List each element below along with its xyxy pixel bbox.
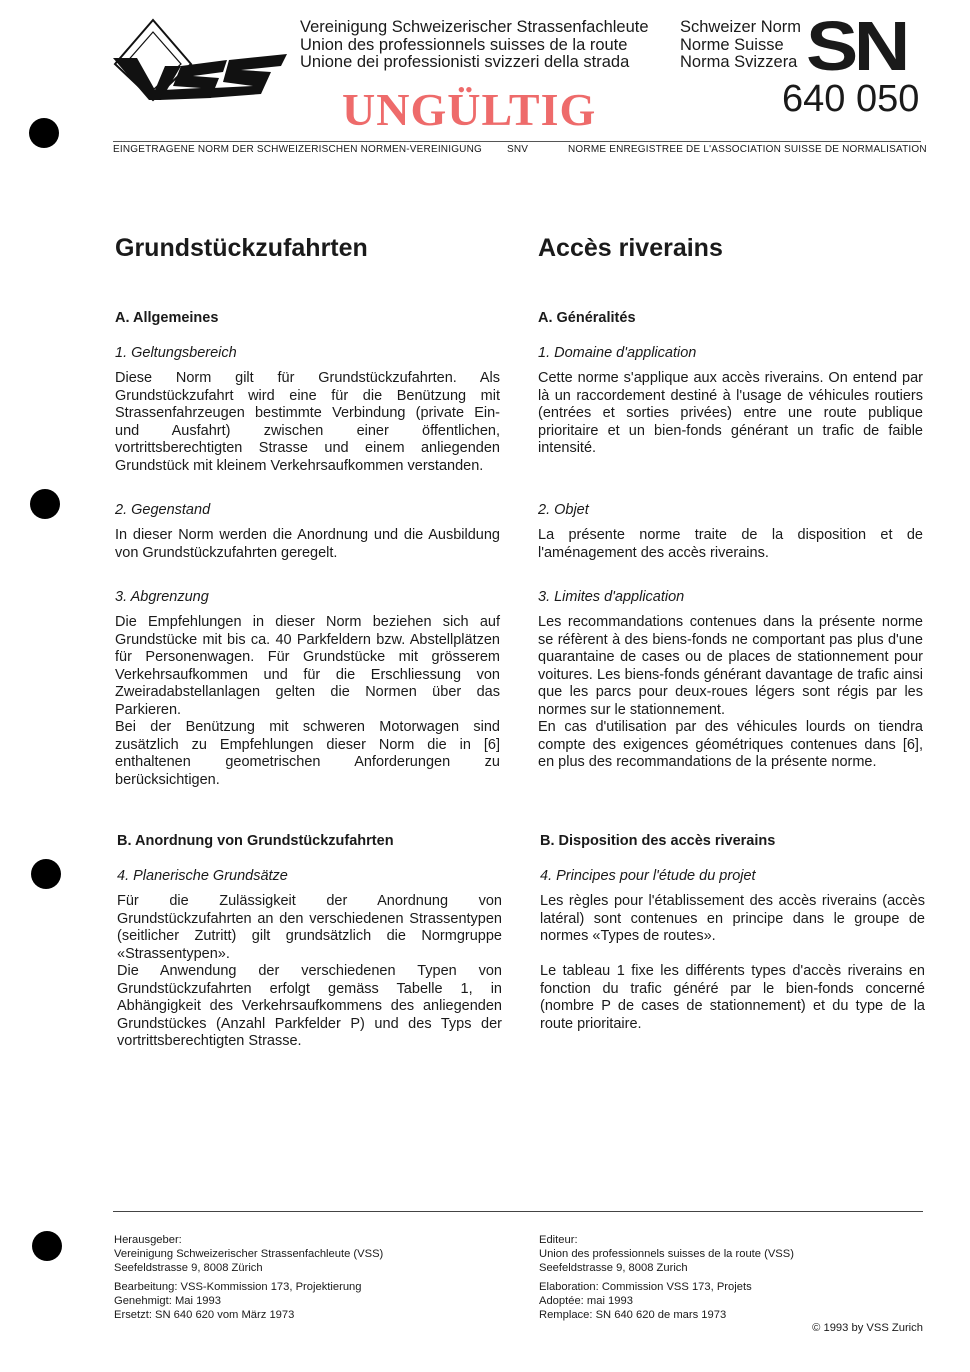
bearbeitung-de: Bearbeitung: VSS-Kommission 173, Projektierung bbox=[114, 1280, 362, 1293]
adoptee-fr: Adoptée: mai 1993 bbox=[539, 1294, 633, 1307]
s3-text2-fr: En cas d'utilisation par des véhicules lourds on tiendra compte des exigences géométriques contenues dans [6], en plus des recommandations de la présente norme. bbox=[538, 719, 923, 770]
s3-title-de: 3. Abgrenzung bbox=[115, 589, 209, 605]
s3-text2-de: Bei der Benützung mit schweren Motorwagen sind zusätzlich zu Empfehlungen dieser Norm die in [6] enthaltenen geometrischen Anforderungen zu berücksichtigen. bbox=[115, 719, 500, 788]
organization-names bbox=[300, 19, 649, 72]
footer-divider bbox=[113, 1211, 923, 1212]
s4-text2-de: Die Anwendung der verschiedenen Typen von Grundstückzufahrten erfolgt gemäss Tabelle 1, in Abhängigkeit des Verkehrsaufkommens des anliegenden Grundstückes (Anzahl Parkfelder P) und des Typs der vortrittsberechtigten Strasse. bbox=[117, 963, 502, 1049]
vss-logo bbox=[111, 18, 291, 102]
invalid-stamp: UNGÜLTIG bbox=[342, 84, 597, 135]
section-a-de: A. Allgemeines bbox=[115, 310, 219, 326]
norm-type-it: Norma Svizzera bbox=[680, 53, 798, 71]
publisher-name-de: Vereinigung Schweizerischer Strassenfachleute (VSS) bbox=[114, 1248, 384, 1261]
publisher-label-de: Herausgeber: bbox=[114, 1234, 182, 1246]
registered-norm-snv: SNV bbox=[507, 144, 529, 155]
punch-hole bbox=[31, 859, 61, 889]
footer-de bbox=[114, 1233, 383, 1322]
s2-title-fr: 2. Objet bbox=[538, 502, 589, 518]
norm-type-de: Schweizer Norm bbox=[680, 18, 802, 36]
s2-text-fr: La présente norme traite de la disposition et de l'aménagement des accès riverains. bbox=[538, 527, 923, 561]
title-fr: Accès riverains bbox=[538, 234, 723, 262]
s4-title-fr: 4. Principes pour l'étude du projet bbox=[540, 868, 756, 884]
ersetzt-de: Ersetzt: SN 640 620 vom März 1973 bbox=[114, 1309, 295, 1322]
publisher-address-de: Seefeldstrasse 9, 8008 Zürich bbox=[114, 1262, 263, 1275]
s3-title-fr: 3. Limites d'application bbox=[538, 589, 685, 605]
elaboration-fr: Elaboration: Commission VSS 173, Projets bbox=[539, 1280, 752, 1293]
genehmigt-de: Genehmigt: Mai 1993 bbox=[114, 1294, 221, 1307]
punch-hole bbox=[29, 118, 59, 148]
section-b-fr: B. Disposition des accès riverains bbox=[540, 833, 776, 849]
publisher-name-fr: Union des professionnels suisses de la route (VSS) bbox=[539, 1248, 794, 1261]
punch-hole bbox=[30, 489, 60, 519]
section-b-de: B. Anordnung von Grundstückzufahrten bbox=[117, 833, 394, 849]
title-de: Grundstückzufahrten bbox=[115, 234, 368, 262]
org-name-fr: Union des professionnels suisses de la route bbox=[300, 35, 628, 54]
org-name-de: Vereinigung Schweizerischer Strassenfachleute bbox=[300, 18, 649, 36]
s4-text2-fr: Le tableau 1 fixe les différents types d'accès riverains en fonction du trafic généré par le bien-fonds concerné (nombre P de cases de stationnement) et du type de la route prioritaire. bbox=[540, 963, 925, 1032]
sn-logo: SN bbox=[806, 7, 906, 85]
norm-type bbox=[680, 19, 801, 72]
s1-text-fr: Cette norme s'applique aux accès riverains. On entend par là un raccordement destiné à l'usage de véhicules routiers (entrées et sorties privées) entre une route publique prioritaire et un bien-fonds générant un trafic de faible intensité. bbox=[538, 370, 923, 456]
norm-number: 640 050 bbox=[782, 78, 920, 120]
s2-text-de: In dieser Norm werden die Anordnung und die Ausbildung von Grundstückzufahrten geregelt. bbox=[115, 527, 500, 561]
s4-text1-fr: Les règles pour l'établissement des accès riverains (accès latéral) sont contenues en principe dans le groupe de normes «Types de routes». bbox=[540, 893, 925, 944]
section-a-fr: A. Généralités bbox=[538, 310, 636, 326]
s1-text-de: Diese Norm gilt für Grundstückzufahrten. Als Grundstückzufahrt wird eine für die Benützung mit Strassenfahrzeugen bestimmte Verbindung (private Ein- und Ausfahrt) zwischen einer öffentlichen, vortrittsberechtigten Strasse und einem anliegenden Grundstück mit kleinem Verkehrsaufkommen verstanden. bbox=[115, 370, 500, 474]
s4-text1-de: Für die Zulässigkeit der Anordnung von Grundstückzufahrten an den verschiedenen Strassentypen (seitlicher Zutritt) gilt grundsätzlich die Normgruppe «Strassentypen». bbox=[117, 893, 502, 962]
publisher-address-fr: Seefeldstrasse 9, 8008 Zurich bbox=[539, 1262, 688, 1275]
footer-fr bbox=[539, 1233, 794, 1322]
s4-title-de: 4. Planerische Grundsätze bbox=[117, 868, 288, 884]
s1-title-de: 1. Geltungsbereich bbox=[115, 345, 237, 361]
header-divider bbox=[113, 141, 921, 142]
punch-hole bbox=[32, 1231, 62, 1261]
s2-title-de: 2. Gegenstand bbox=[115, 502, 211, 518]
registered-norm-fr: NORME ENREGISTREE DE L'ASSOCIATION SUISSE DE NORMALISATION bbox=[568, 144, 927, 155]
s3-text1-de: Die Empfehlungen in dieser Norm beziehen sich auf Grundstücke mit bis ca. 40 Parkfeldern bzw. Abstellplätzen für Personenwagen. Für Grundstücke mit grösserem Verkehrsaufkommen und für die Erschliessung von Zweiradabstellanlagen gelten die Normen über das Parkieren. bbox=[115, 614, 500, 718]
s1-title-fr: 1. Domaine d'application bbox=[538, 345, 697, 361]
org-name-it: Unione dei professionisti svizzeri della strada bbox=[300, 53, 630, 71]
norm-type-fr: Norme Suisse bbox=[680, 35, 784, 54]
copyright: © 1993 by VSS Zurich bbox=[812, 1322, 923, 1334]
publisher-label-fr: Editeur: bbox=[539, 1234, 578, 1246]
remplace-fr: Remplace: SN 640 620 de mars 1973 bbox=[539, 1309, 727, 1322]
s3-text1-fr: Les recommandations contenues dans la présente norme se réfèrent à des biens-fonds ne comportant pas plus d'une quarantaine de cases ou de places de stationnement pour voitures. Les biens-fonds générant davantage de trafic ainsi que les parcs pour deux-roues légers sont régis par les normes sur le stationnement. bbox=[538, 614, 923, 718]
registered-norm-de: EINGETRAGENE NORM DER SCHWEIZERISCHEN NORMEN-VEREINIGUNG bbox=[113, 144, 483, 155]
